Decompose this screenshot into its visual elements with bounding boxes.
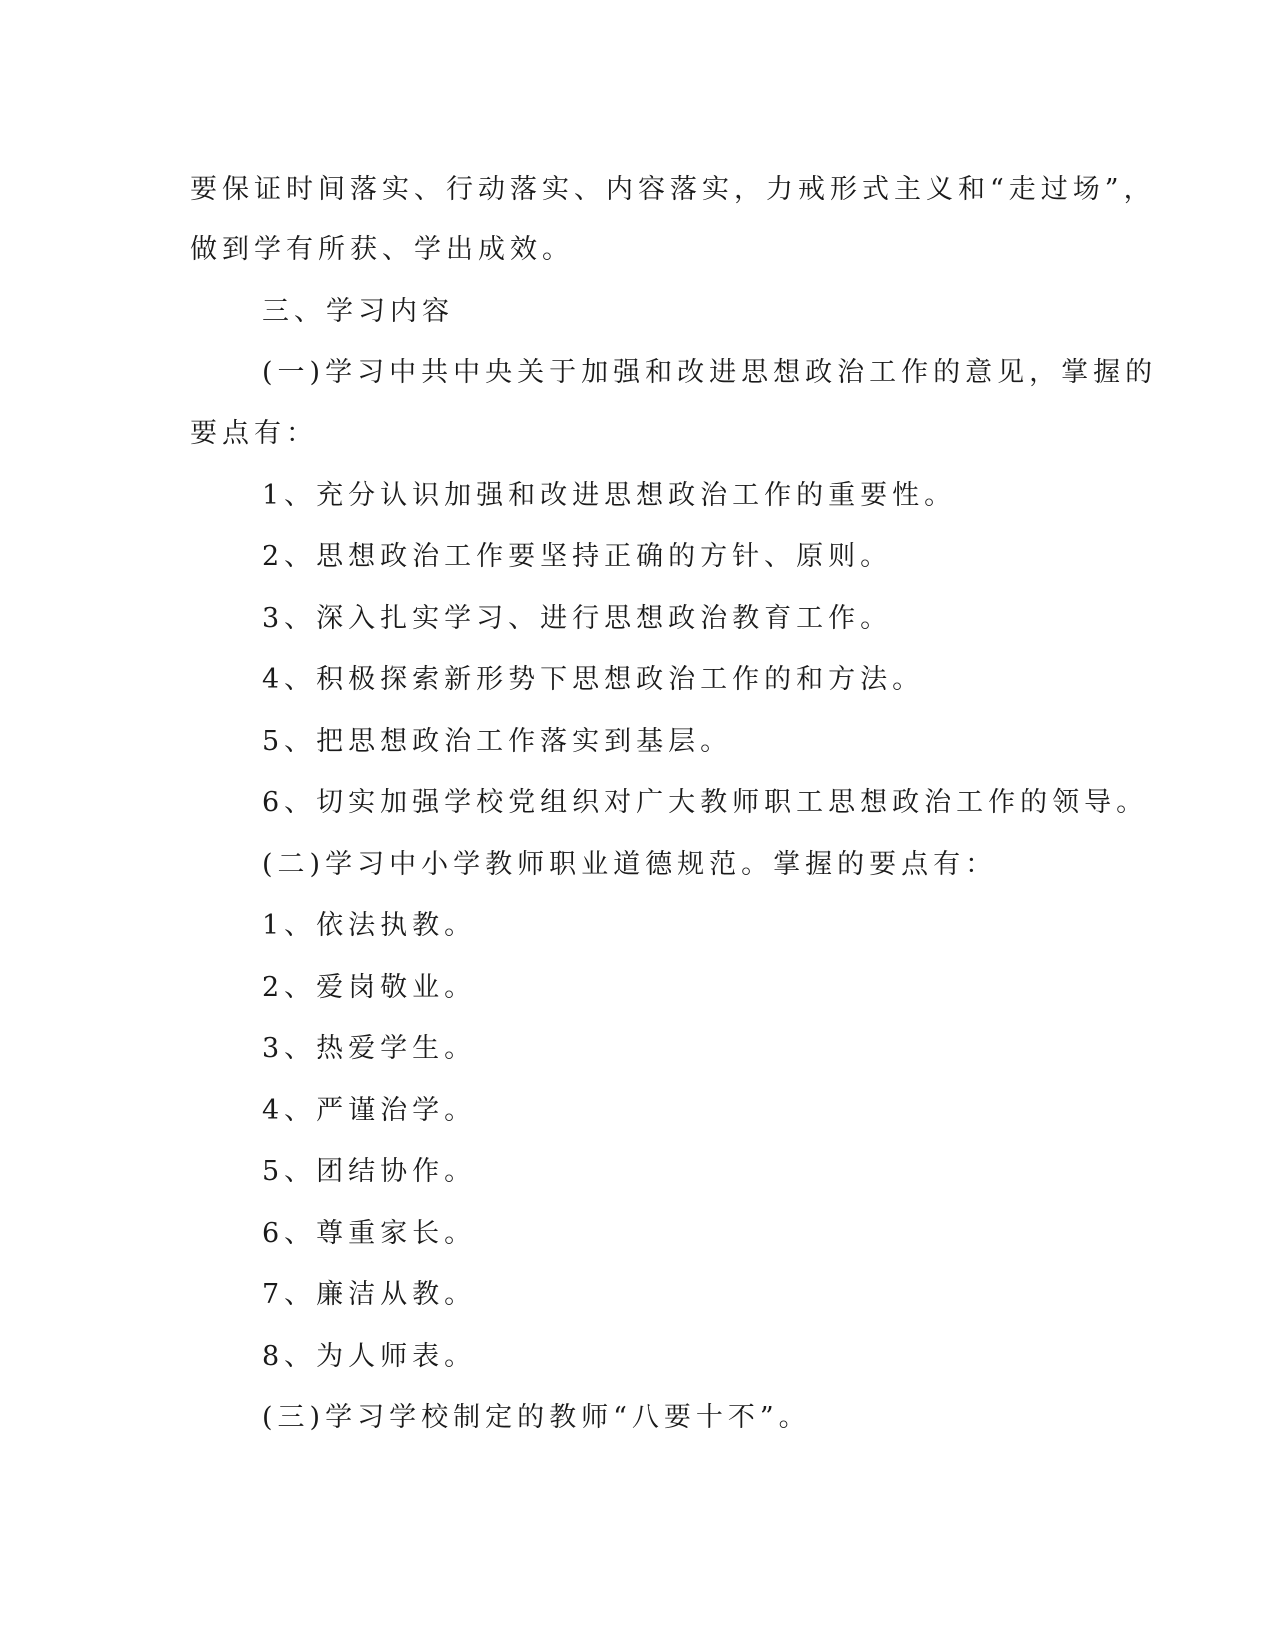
list-item: 5、把思想政治工作落实到基层。 (262, 726, 733, 757)
subsection-heading-1: (一)学习中共中央关于加强和改进思想政治工作的意见，掌握的 (262, 357, 1158, 388)
list-item: 6、尊重家长。 (262, 1218, 477, 1249)
subsection-heading-3: (三)学习学校制定的教师“八要十不”。 (262, 1402, 811, 1433)
list-item: 3、热爱学生。 (262, 1033, 477, 1064)
section-heading: 三、学习内容 (262, 296, 454, 327)
list-item: 2、爱岗敬业。 (262, 972, 477, 1003)
list-item: 5、团结协作。 (262, 1156, 477, 1187)
list-item: 8、为人师表。 (262, 1341, 477, 1372)
list-item: 6、切实加强学校党组织对广大教师职工思想政治工作的领导。 (262, 787, 1149, 818)
list-item: 3、深入扎实学习、进行思想政治教育工作。 (262, 603, 893, 634)
subsection-heading-2: (二)学习中小学教师职业道德规范。掌握的要点有： (262, 849, 998, 880)
list-item: 4、积极探索新形势下思想政治工作的和方法。 (262, 664, 925, 695)
subsection-heading-1-cont: 要点有： (190, 418, 318, 449)
paragraph-continuation-line: 要保证时间落实、行动落实、内容落实，力戒形式主义和“走过场”， (190, 174, 1156, 205)
paragraph-continuation-line: 做到学有所获、学出成效。 (190, 234, 574, 265)
list-item: 1、依法执教。 (262, 910, 477, 941)
list-item: 4、严谨治学。 (262, 1095, 477, 1126)
list-item: 2、思想政治工作要坚持正确的方针、原则。 (262, 541, 893, 572)
list-item: 7、廉洁从教。 (262, 1279, 477, 1310)
list-item: 1、充分认识加强和改进思想政治工作的重要性。 (262, 480, 957, 511)
